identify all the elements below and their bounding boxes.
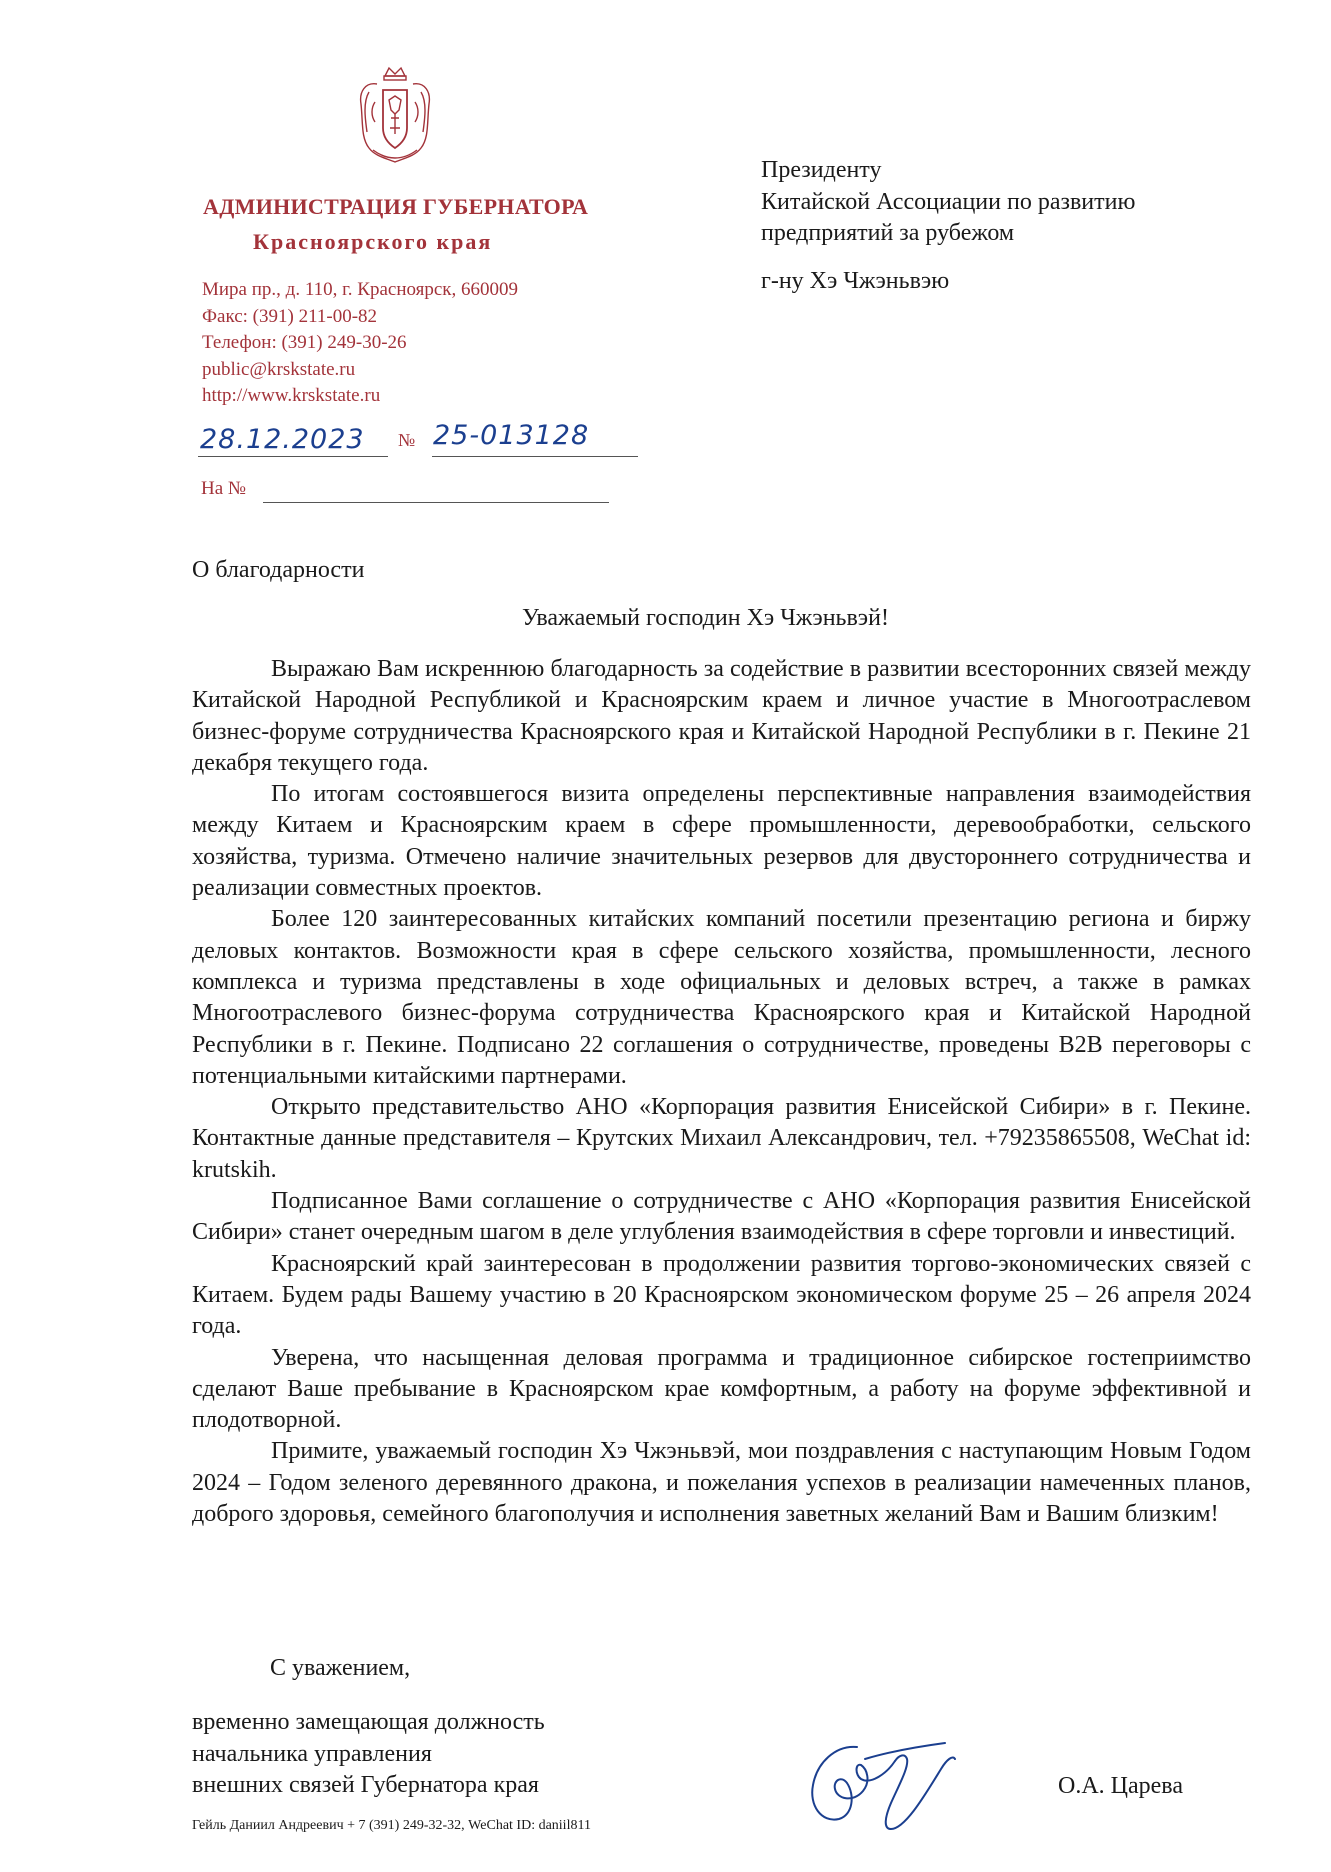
email-link[interactable]: public@krskstate.ru — [202, 358, 356, 380]
salutation: Уважаемый господин Хэ Чжэньвэй! — [522, 605, 889, 631]
handwritten-signature-icon — [795, 1725, 995, 1835]
letter-subject: О благодарности — [192, 557, 365, 583]
coat-of-arms-icon — [355, 62, 435, 166]
addressee-line4: г-ну Хэ Чжэньвэю — [761, 267, 950, 294]
closing: С уважением, — [270, 1655, 411, 1681]
letter-body — [192, 654, 1251, 1530]
ref-date: 28.12.2023 — [200, 424, 365, 455]
addressee-line3: предприятий за рубежом — [761, 220, 1015, 246]
org-name-line1: АДМИНИСТРАЦИЯ ГУБЕРНАТОРА — [203, 194, 589, 219]
paragraph: Красноярский край заинтересован в продолжении развития торгово-экономических связей с Китаем. Будем рады Вашему участию в 20 Красноярском экономическом форуме 25 – 26 апреля 2024 года. — [192, 1250, 1251, 1340]
paragraph: Примите, уважаемый господин Хэ Чжэньвэй, мои поздравления с наступающим Новым Годом 2024 – Годом зеленого деревянного дракона, и пожелания успехов в реализации намеченных планов, доброго здоровья, семейного благополучия и исполнения заветных желаний Вам и Вашим близким! — [192, 1438, 1251, 1528]
signer-title-line2: начальника управления — [192, 1740, 432, 1767]
reference-line — [190, 420, 650, 460]
paragraph: Более 120 заинтересованных китайских компаний посетили презентацию региона и биржу деловых контактов. Возможности края в сфере сельского хозяйства, промышленности, лесного комплекса и туризма представлены в ходе официальных и деловых встреч, а также в рамках Многоотраслевого бизнес-форума сотрудничества Красноярского края и Китайской Народной Республики в г. Пекине. Подписано 22 соглашения о сотрудничестве, проведены B2B переговоры с потенциальными китайскими партнерами. — [192, 906, 1251, 1089]
paragraph: Открыто представительство АНО «Корпорация развития Енисейской Сибири» в г. Пекине. Контактные данные представителя – Крутских Михаил Александрович, тел. +79235865508, WeChat id: krutskih. — [192, 1094, 1251, 1183]
phone: Телефон: (391) 249-30-26 — [202, 332, 407, 353]
fax: Факс: (391) 211-00-82 — [202, 305, 378, 327]
addressee-line1: Президенту — [761, 157, 882, 183]
number-sign: № — [398, 430, 416, 450]
contact-block — [202, 277, 518, 410]
signer-title — [192, 1707, 545, 1802]
address: Мира пр., д. 110, г. Красноярск, 660009 — [202, 279, 519, 300]
signer-title-line3: внешних связей Губернатора края — [192, 1772, 539, 1798]
paragraph: Выражаю Вам искреннюю благодарность за содействие в развитии всесторонних связей между Китайской Народной Республикой и Красноярским краем и личное участие в Многоотраслевом бизнес-форуме сотрудничества Красноярского края и Китайской Народной Республики в г. Пекине 21 декабря текущего года. — [192, 656, 1251, 776]
addressee-block — [761, 155, 1135, 297]
org-name-line2: Красноярского края — [253, 229, 493, 254]
in-reply-underline — [263, 502, 609, 503]
executor-contact: Гейль Даниил Андреевич + 7 (391) 249-32-32, WeChat ID: daniil811 — [192, 1818, 591, 1833]
signer-name: О.А. Царева — [1058, 1773, 1183, 1799]
in-reply-label: На № — [201, 478, 247, 499]
paragraph: По итогам состоявшегося визита определены перспективные направления взаимодействия между Китаем и Красноярским краем в сфере промышленности, деревообработки, сельского хозяйства, туризма. Отмечено наличие значительных резервов для двустороннего сотрудничества и реализации совместных проектов. — [192, 781, 1251, 902]
number-underline — [432, 456, 638, 457]
paragraph: Подписанное Вами соглашение о сотрудничестве с АНО «Корпорация развития Енисейской Сибири» станет очередным шагом в деле углубления взаимодействия в сфере торговли и инвестиций. — [192, 1188, 1251, 1246]
website-link[interactable]: http://www.krskstate.ru — [202, 385, 381, 406]
date-underline — [198, 456, 388, 457]
ref-number: 25-013128 — [433, 420, 590, 451]
addressee-line2: Китайской Ассоциации по развитию — [761, 188, 1136, 215]
signer-title-line1: временно замещающая должность — [192, 1709, 545, 1735]
paragraph: Уверена, что насыщенная деловая программа и традиционное сибирское гостеприимство сделают Ваше пребывание в Красноярском крае комфортным, а работу на форуме эффективной и плодотворной. — [192, 1344, 1251, 1434]
